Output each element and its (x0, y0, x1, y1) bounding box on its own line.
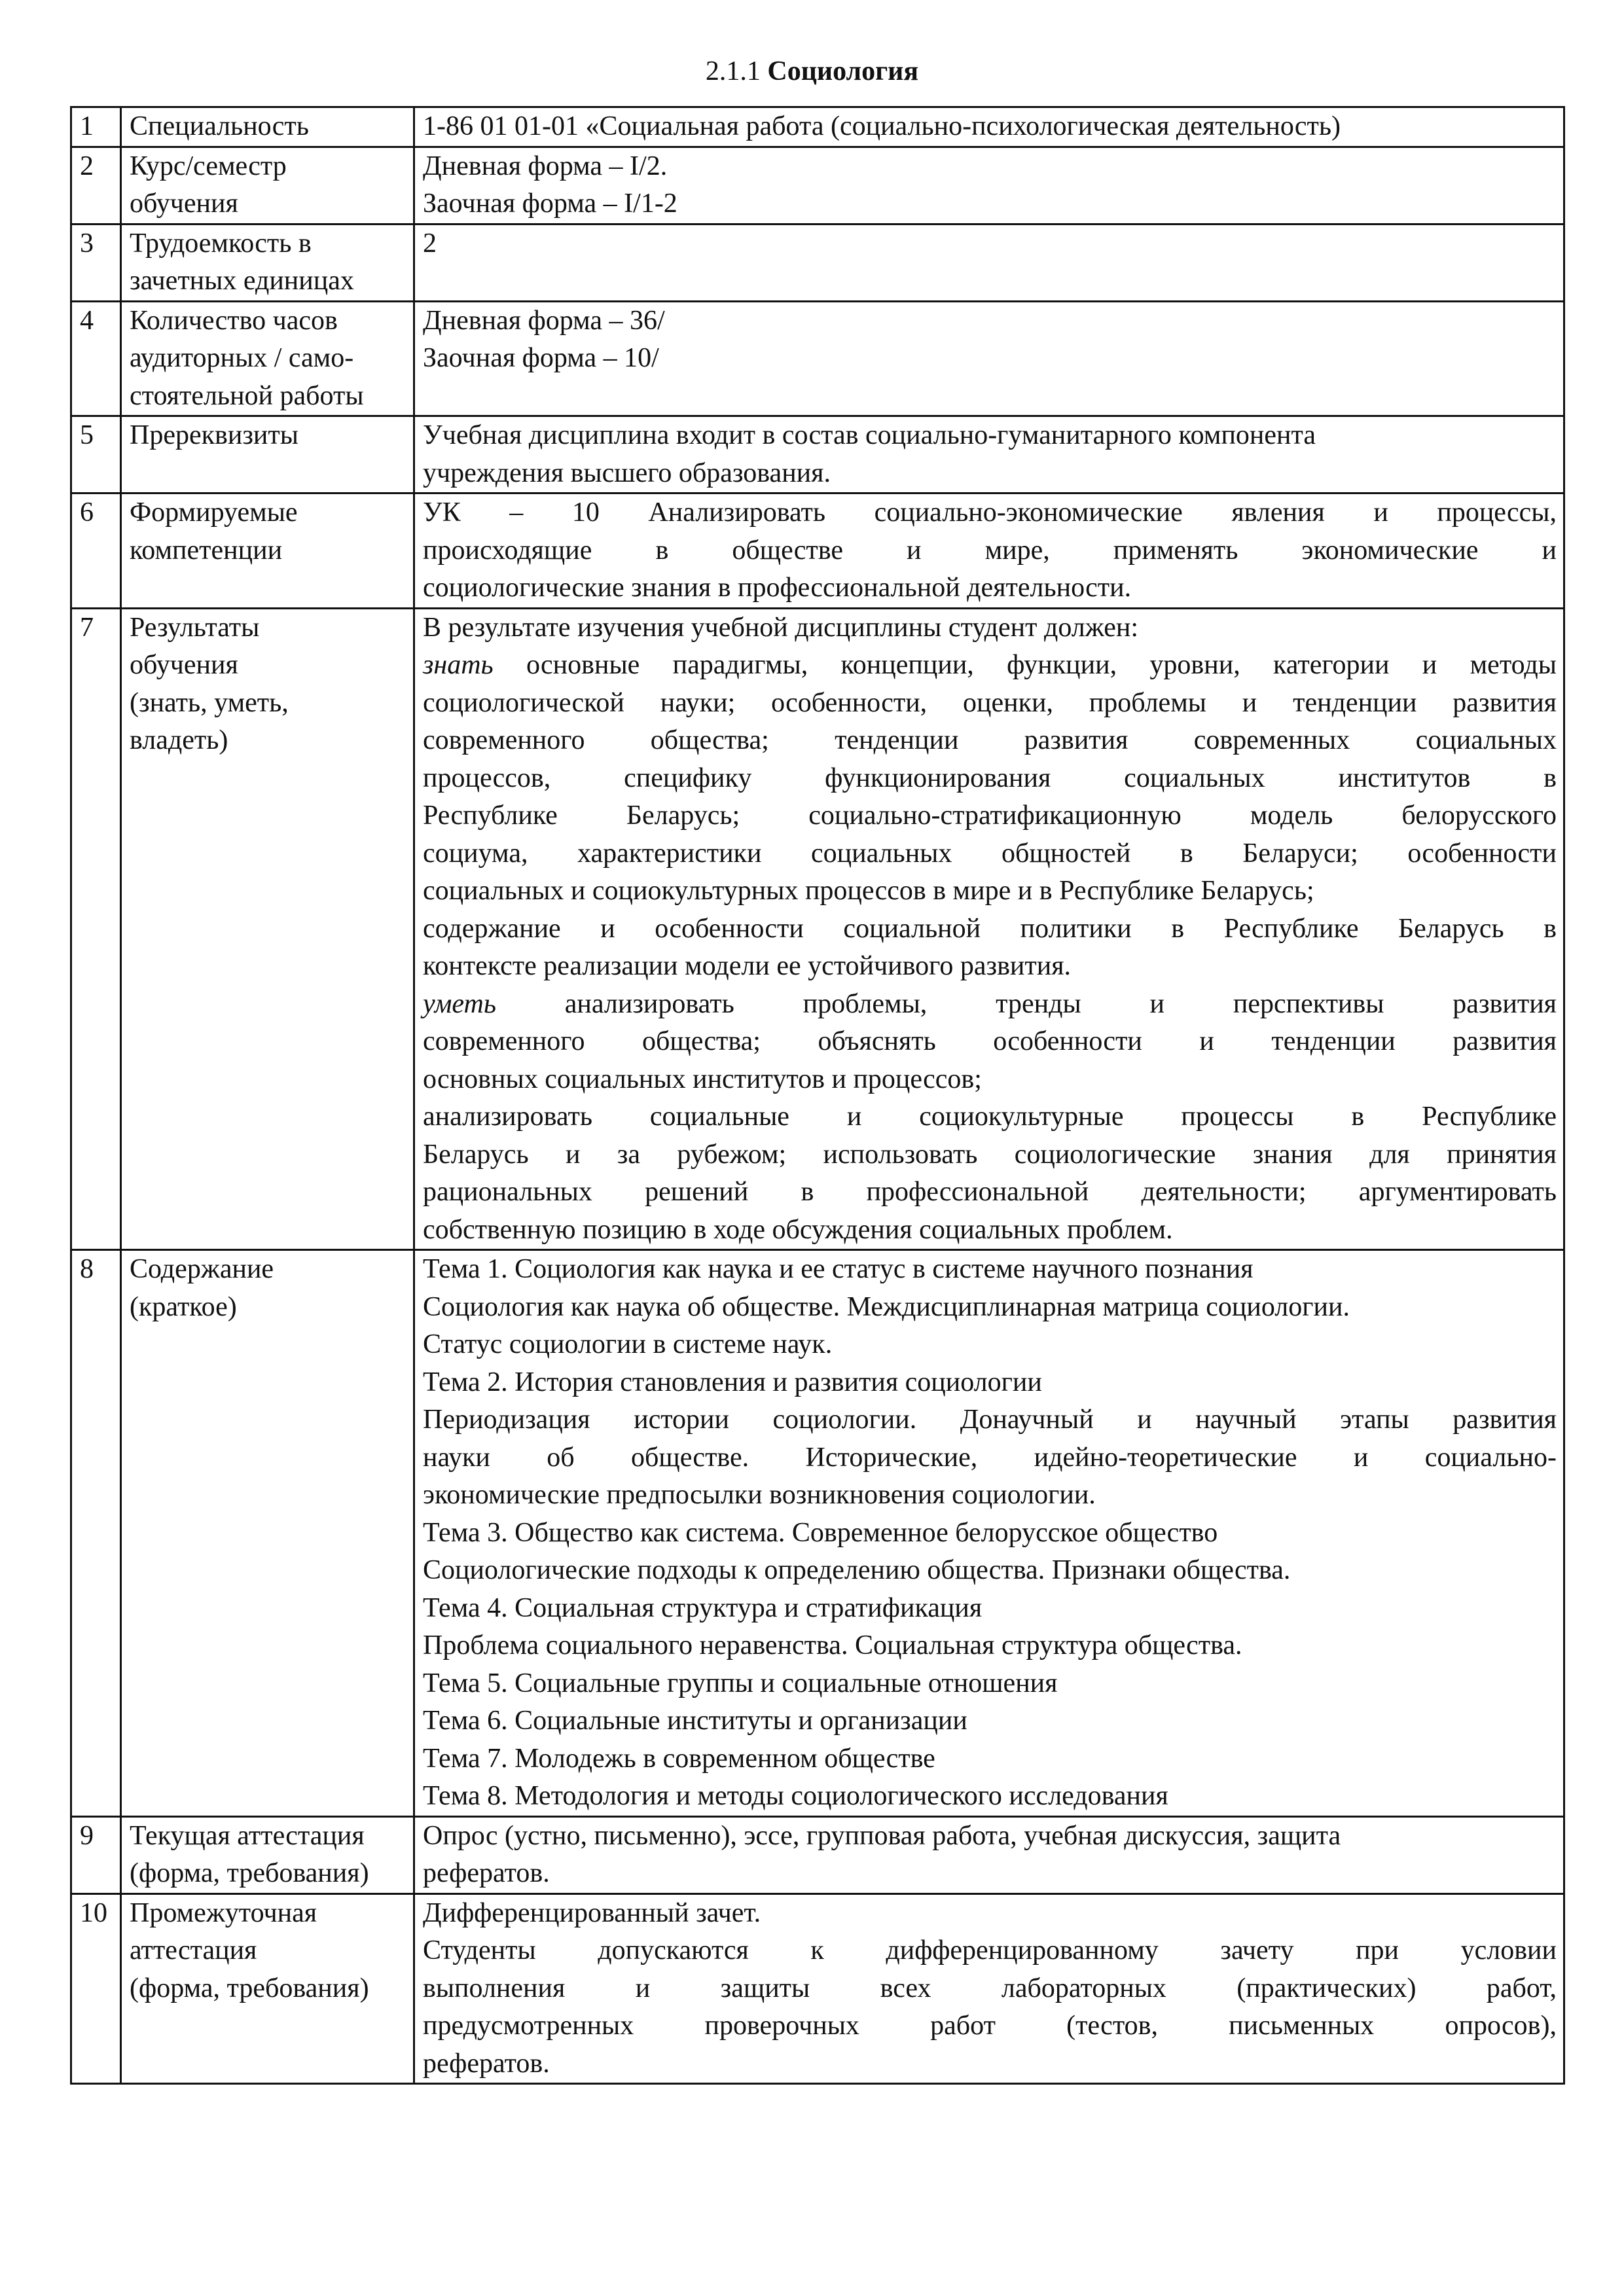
label-line: аудиторных / само- (130, 343, 354, 373)
value-line: 1-86 01 01-01 «Социальная работа (социально-психологическая деятельность) (423, 111, 1341, 141)
row-number: 8 (71, 1250, 121, 1817)
row-value (414, 107, 1564, 147)
can-line: Беларусь и за рубежом; использовать социологические знания для принятия (423, 1139, 1557, 1170)
can-keyword: уметь (423, 988, 496, 1019)
value-line: УК – 10 Анализировать социально-экономические явления и процессы, (423, 497, 1557, 528)
table-row (71, 301, 1564, 416)
table-row (71, 1893, 1564, 2084)
label-line: стоятельной работы (130, 380, 364, 411)
row-value (414, 608, 1564, 1250)
table-row (71, 107, 1564, 147)
value-line: социологические знания в профессиональной деятельности. (423, 573, 1132, 603)
table-row (71, 493, 1564, 609)
value-line: Дневная форма – 36/ (423, 305, 665, 336)
value-line: Статус социологии в системе наук. (423, 1329, 833, 1359)
row-label (121, 147, 414, 224)
row-number: 2 (71, 147, 121, 224)
value-line: Тема 7. Молодежь в современном обществе (423, 1743, 935, 1774)
row-number: 9 (71, 1816, 121, 1893)
value-line: учреждения высшего образования. (423, 457, 831, 488)
value-line: Опрос (устно, письменно), эссе, групповая работа, учебная дискуссия, защита (423, 1820, 1341, 1851)
label-line: обучения (130, 650, 238, 680)
page-title (0, 55, 1624, 88)
label-line: Специальность (130, 111, 309, 141)
know-keyword: знать (423, 650, 494, 680)
value-line: Социология как наука об обществе. Междисциплинарная матрица социологии. (423, 1291, 1350, 1322)
value-line: 2 (423, 228, 437, 259)
label-line: владеть) (130, 725, 228, 755)
row-label (121, 608, 414, 1250)
can-line: современного общества; объяснять особенности и тенденции развития (423, 1026, 1557, 1056)
label-line: Результаты (130, 612, 260, 643)
value-line: рефератов. (423, 1858, 550, 1888)
value-line: Проблема социального неравенства. Социальная структура общества. (423, 1630, 1242, 1660)
value-line: выполнения и защиты всех лабораторных (практических) работ, (423, 1973, 1557, 2003)
table-row (71, 224, 1564, 301)
value-line: Тема 8. Методология и методы социологического исследования (423, 1781, 1168, 1811)
row-number: 4 (71, 301, 121, 416)
row-value (414, 1893, 1564, 2084)
row-value (414, 1816, 1564, 1893)
know-line: контексте реализации модели ее устойчивого развития. (423, 951, 1072, 981)
row-number: 5 (71, 416, 121, 493)
table-row (71, 147, 1564, 224)
row-number: 1 (71, 107, 121, 147)
value-line: экономические предпосылки возникновения социологии. (423, 1480, 1096, 1510)
know-line (423, 647, 1557, 685)
label-line: компетенции (130, 535, 283, 565)
value-line: Периодизация истории социологии. Донаучный и научный этапы развития (423, 1405, 1557, 1435)
row-label (121, 416, 414, 493)
value-line: науки об обществе. Исторические, идейно-теоретические и социально- (423, 1442, 1557, 1473)
row-label (121, 107, 414, 147)
value-line: Тема 2. История становления и развития социологии (423, 1367, 1042, 1397)
can-text: анализировать проблемы, тренды и перспективы развития (496, 988, 1557, 1019)
row-label (121, 493, 414, 609)
label-line: Промежуточная (130, 1897, 317, 1928)
can-line (423, 986, 1557, 1024)
row-number: 7 (71, 608, 121, 1250)
table-row (71, 608, 1564, 1250)
label-line: (краткое) (130, 1291, 237, 1322)
value-line: Тема 3. Общество как система. Современное белорусское общество (423, 1517, 1218, 1548)
can-line: собственную позицию в ходе обсуждения социальных проблем. (423, 1214, 1173, 1245)
know-line: содержание и особенности социальной политики в Республике Беларусь в (423, 913, 1557, 944)
value-line: Заочная форма – 10/ (423, 343, 659, 373)
value-line: Учебная дисциплина входит в состав социально-гуманитарного компонента (423, 420, 1316, 450)
section-number: 2.1.1 (705, 56, 761, 86)
row-number: 3 (71, 224, 121, 301)
know-line: социума, характеристики социальных общностей в Беларуси; особенности (423, 838, 1557, 869)
table-row (71, 416, 1564, 493)
know-line: социальных и социокультурных процессов в мире и в Республике Беларусь; (423, 876, 1314, 906)
row-value (414, 301, 1564, 416)
label-line: Количество часов (130, 305, 338, 336)
value-line: Тема 4. Социальная структура и стратификация (423, 1592, 983, 1623)
section-name: Социология (767, 56, 919, 86)
results-intro: В результате изучения учебной дисциплины студент должен: (423, 612, 1138, 643)
row-label (121, 1250, 414, 1817)
label-line: Формируемые (130, 497, 298, 528)
label-line: (форма, требования) (130, 1973, 369, 2003)
value-line: Заочная форма – I/1-2 (423, 188, 677, 219)
label-line: Трудоемкость в (130, 228, 312, 259)
row-value (414, 493, 1564, 609)
know-line: современного общества; тенденции развития современных социальных (423, 725, 1557, 755)
row-number: 10 (71, 1893, 121, 2084)
row-label (121, 301, 414, 416)
know-line: социологической науки; особенности, оценки, проблемы и тенденции развития (423, 687, 1557, 718)
label-line: зачетных единицах (130, 266, 354, 296)
can-line: анализировать социальные и социокультурные процессы в Республике (423, 1102, 1557, 1132)
label-line: (форма, требования) (130, 1858, 369, 1888)
row-value (414, 1250, 1564, 1817)
table-row (71, 1250, 1564, 1817)
know-text: основные парадигмы, концепции, функции, уровни, категории и методы (493, 650, 1557, 680)
row-value (414, 224, 1564, 301)
syllabus-table (70, 106, 1565, 2085)
value-line: предусмотренных проверочных работ (тестов, письменных опросов), (423, 2011, 1557, 2041)
value-line: происходящие в обществе и мире, применять экономические и (423, 535, 1557, 565)
know-line: Республике Беларусь; социально-стратификационную модель белорусского (423, 800, 1557, 831)
row-value (414, 416, 1564, 493)
can-line: рациональных решений в профессиональной деятельности; аргументировать (423, 1177, 1557, 1207)
value-line: Дифференцированный зачет. (423, 1897, 761, 1928)
label-line: аттестация (130, 1935, 257, 1965)
label-line: обучения (130, 188, 238, 219)
value-line: рефератов. (423, 2048, 550, 2079)
value-line: Дневная форма – I/2. (423, 151, 668, 181)
label-line: Текущая аттестация (130, 1820, 365, 1851)
table-row (71, 1816, 1564, 1893)
label-line: Курс/семестр (130, 151, 287, 181)
row-number: 6 (71, 493, 121, 609)
can-line: основных социальных институтов и процессов; (423, 1064, 982, 1094)
value-line: Тема 5. Социальные группы и социальные отношения (423, 1668, 1058, 1698)
row-value (414, 147, 1564, 224)
row-label (121, 224, 414, 301)
know-line: процессов, специфику функционирования социальных институтов в (423, 762, 1557, 793)
value-line: Тема 6. Социальные институты и организации (423, 1706, 967, 1736)
row-label (121, 1816, 414, 1893)
row-label (121, 1893, 414, 2084)
label-line: (знать, уметь, (130, 687, 289, 718)
syllabus-table-body (71, 107, 1564, 2084)
value-line: Студенты допускаются к дифференцированному зачету при условии (423, 1935, 1557, 1965)
value-line: Тема 1. Социология как наука и ее статус в системе научного познания (423, 1254, 1254, 1284)
label-line: Содержание (130, 1254, 274, 1284)
label-line: Пререквизиты (130, 420, 298, 450)
value-line: Социологические подходы к определению общества. Признаки общества. (423, 1555, 1291, 1585)
